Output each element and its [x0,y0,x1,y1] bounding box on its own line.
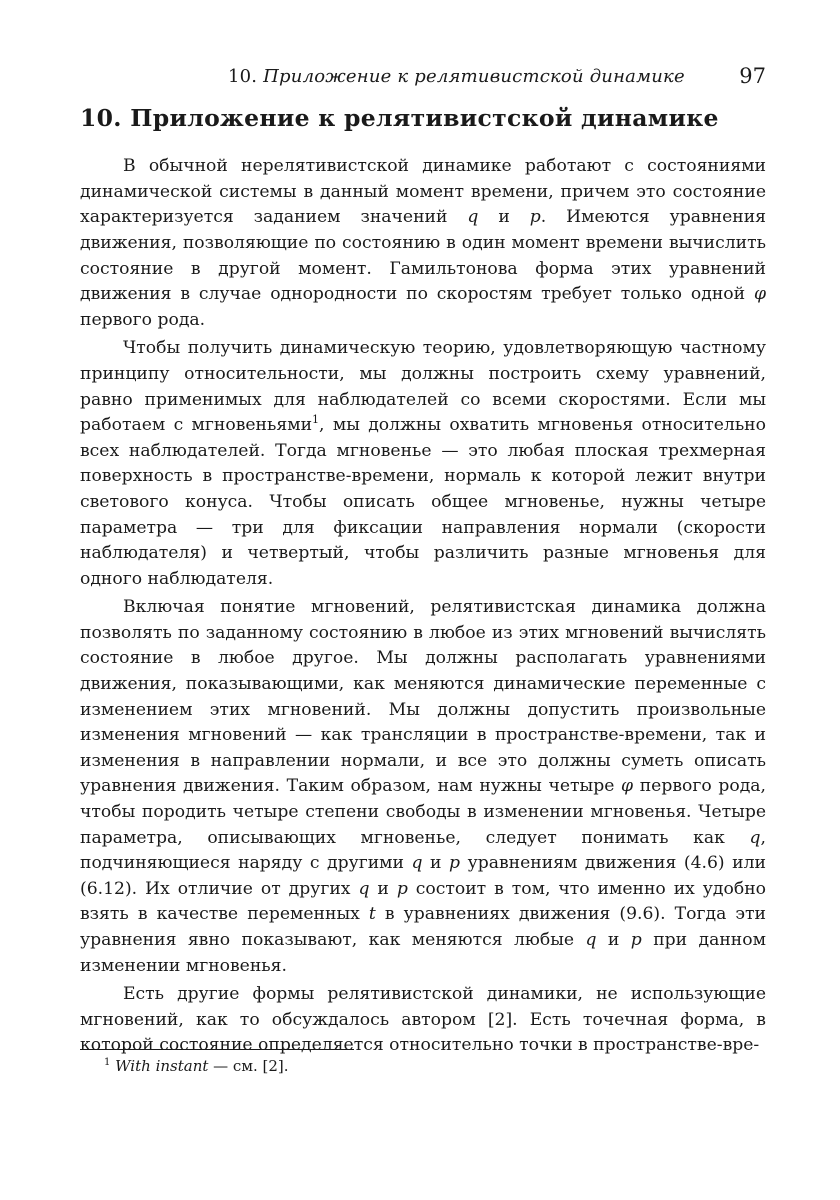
footnote-rest: — см. [2]. [208,1057,289,1075]
paragraph-3 [80,595,766,979]
page [80,62,766,1062]
math-q: q [749,827,761,848]
math-p: p [396,878,408,899]
math-q: q [411,853,423,874]
page-number: 97 [739,64,766,88]
text-run: первого рода. [80,309,206,330]
text-run: Включая понятие мгновений, релятивистская динамика должна позволять по заданному состоянию в любое из этих мгновений вычислять состояние в любое другое. Мы должны располагать уравнениями движения, показывающими, как меняются динамические переменные с изменением этих мгновений. Мы должны допустить произвольные изменения мгновений — как трансляции в пространстве-времени, так и изменения в направлении нормали, и все это должны суметь описать уравнения движения. Таким образом, нам нужны четыре [80,597,766,797]
text-run: уравнениям движения (4.6) или (6.12). Их отличие от других [80,853,766,899]
text-run: и [478,207,530,228]
math-t: t [368,904,376,925]
paragraph-1 [80,154,766,333]
text-run: Чтобы получить динамическую теорию, удовлетворяющую частному принципу относительности, мы должны построить схему уравнений, равно применимых для наблюдателей со всеми скоростями. Если мы работаем с мгновеньями [80,338,766,436]
text-run: в уравнениях движения (9.6). Тогда эти уравнения явно показывают, как меняются любые [80,904,767,950]
text-run: Есть другие формы релятивистской динамики, не использующие мгновений, как то обсуждалось автором [2]. Есть точечная форма, в которой состояние определяется относительно точки в пространстве-вре- [80,984,766,1056]
paragraph-2 [80,336,766,592]
text-run: , мы должны охватить мгновенья относительно всех наблюдателей. Тогда мгновенье — это любая плоская трехмерная поверхность в пространстве-времени, нормаль к которой лежит внутри светового конуса. Чтобы описать общее мгновенье, нужны четыре параметра — три для фиксации направления нормали (скорости наблюдателя) и четвертый, чтобы различить разные мгновенья для одного наблюдателя. [80,415,766,589]
math-p: p [529,207,541,228]
text-run: и [422,853,450,874]
footnote-label: 1 [104,1057,111,1068]
text-run: при данном изменении мгновенья. [80,930,766,976]
math-p: p [630,930,642,950]
footnote-marker[interactable]: 1 [312,413,320,427]
section-title: 10. Приложение к релятивистской динамике [80,104,719,132]
text-run: первого рода, чтобы породить четыре степени свободы в изменении мгновенья. Четыре параметра, описывающих мгновенье, следует понимать как [80,776,766,848]
text-run: состоит в том, что именно их удобно взять в качестве переменных [80,878,766,925]
running-head [80,62,766,94]
running-head-title [228,66,685,87]
text-run: и [369,878,397,899]
body-text [80,154,766,1059]
text-run: , подчиняющиеся наряду с другими [80,827,766,874]
math-q: q [585,930,597,950]
paragraph-4 [80,982,766,1059]
math-q: q [467,207,479,228]
running-head-section-number: 10. [228,66,258,87]
text-run: и [596,930,631,950]
math-q: q [358,878,370,899]
text-run: . Имеются уравнения движения, позволяющие по состоянию в один момент времени вычислить состояние в другой момент. Гамильтонова форма этих уравнений движения в случае однородности по скоростям требует только одной [80,207,767,305]
math-phi: φ [621,776,634,797]
footnote-phrase: With instant [115,1057,209,1075]
running-head-title-text: Приложение к релятивистской динамике [263,66,685,87]
footnote-rule [80,1049,354,1050]
math-p: p [449,853,461,874]
text-run: В обычной нерелятивистской динамике работают с состояниями динамической системы в данный момент времени, причем это состояние характеризуется заданием значений [80,156,766,228]
footnote [104,1056,289,1076]
math-phi: φ [753,284,766,305]
